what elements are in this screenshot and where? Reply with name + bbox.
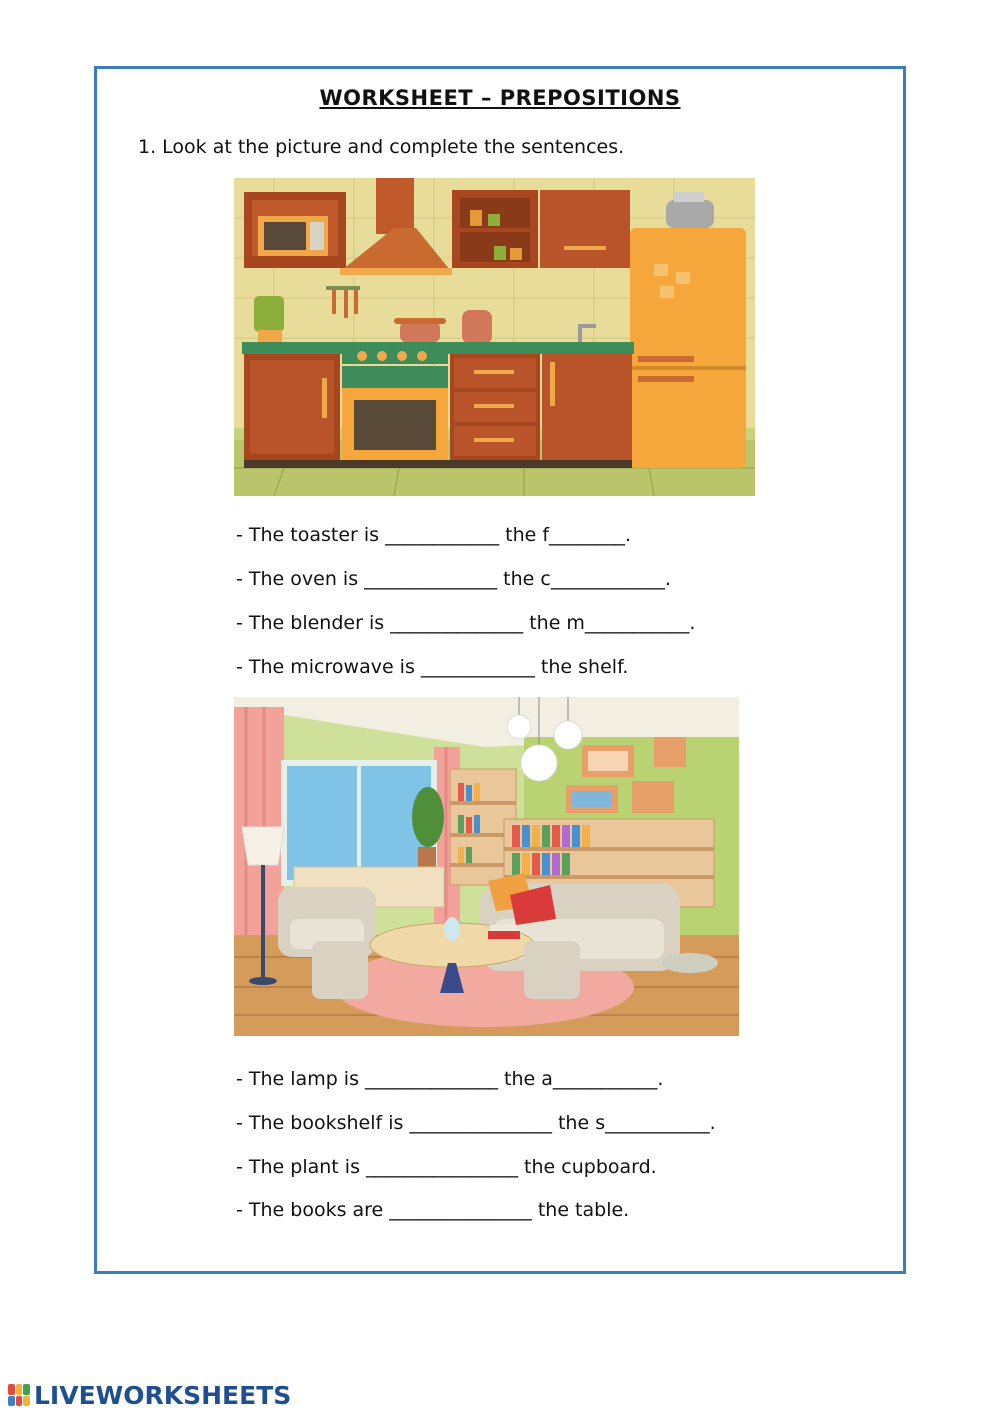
- kitchen-sentence-4: - The microwave is ____________ the shelf.: [236, 656, 629, 678]
- kitchen-sentence-2: - The oven is ______________ the c____________.: [236, 568, 671, 590]
- living-sentence-3: - The plant is ________________ the cupboard.: [236, 1156, 657, 1178]
- kitchen-sentence-3: - The blender is ______________ the m___________.: [236, 612, 696, 634]
- worksheet-title: WORKSHEET – PREPOSITIONS: [319, 86, 681, 110]
- liveworksheets-mark-icon: [8, 1384, 30, 1406]
- living-sentence-4: - The books are _______________ the table.: [236, 1199, 630, 1221]
- kitchen-illustration: [234, 178, 755, 496]
- kitchen-sentence-1: - The toaster is ____________ the f________.: [236, 524, 632, 546]
- living-room-illustration: [234, 697, 739, 1036]
- instruction-text: 1. Look at the picture and complete the sentences.: [138, 136, 625, 158]
- brand-name: LIVEWORKSHEETS: [34, 1380, 292, 1410]
- liveworksheets-logo: [8, 1380, 291, 1410]
- living-sentence-1: - The lamp is ______________ the a___________.: [236, 1068, 664, 1090]
- living-sentence-2: - The bookshelf is _______________ the s___________.: [236, 1112, 716, 1134]
